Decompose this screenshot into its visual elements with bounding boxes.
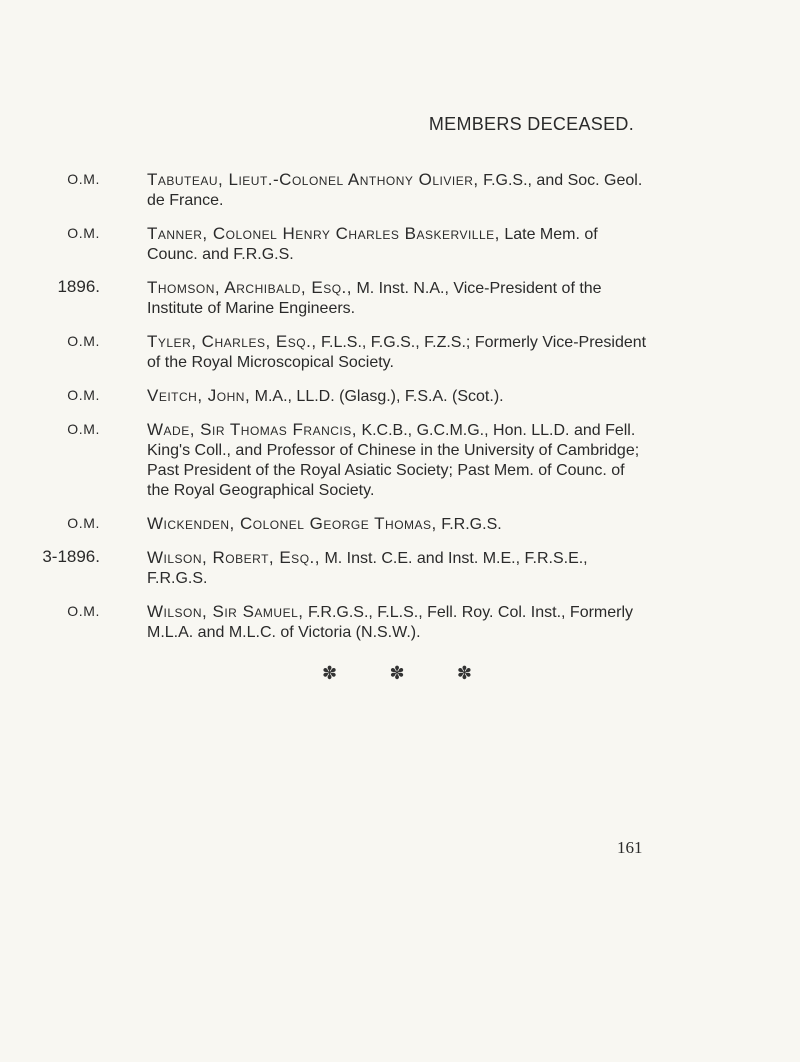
- entry-text: F.R.G.S.: [441, 516, 502, 533]
- member-entry: [0, 386, 800, 407]
- entry-status: O.M.: [67, 603, 100, 619]
- member-entry: [0, 332, 800, 373]
- member-entry: [0, 602, 800, 643]
- entry-text: Late Mem. of Counc. and F.R.G.S.: [147, 226, 598, 263]
- entry-status: O.M.: [67, 171, 100, 187]
- entry-status: O.M.: [67, 387, 100, 403]
- entry-status: 1896.: [57, 277, 100, 296]
- member-entry: [0, 170, 800, 211]
- entry-body: [147, 420, 647, 501]
- entry-body: [147, 224, 647, 265]
- member-entry: [0, 548, 800, 589]
- entry-status: O.M.: [67, 225, 100, 241]
- page-header: MEMBERS DECEASED.: [428, 114, 634, 134]
- entry-text: K.C.B., G.C.M.G., Hon. LL.D. and Fell. King's Coll., and Professor of Chinese in the University of Cambridge; Past President of the Royal Asiatic Society; Past Mem. of Counc. of the Royal Geographical Society.: [147, 422, 640, 499]
- entry-name: Veitch, John,: [147, 386, 251, 405]
- entry-body: [147, 514, 647, 535]
- entry-text: M.A., LL.D. (Glasg.), F.S.A. (Scot.).: [254, 388, 504, 405]
- entry-text: M. Inst. N.A., Vice-President of the Institute of Marine Engineers.: [147, 280, 602, 317]
- entry-name: Thomson, Archibald, Esq.,: [147, 278, 352, 297]
- entry-status: O.M.: [67, 421, 100, 437]
- asterism-icon: ✽: [389, 663, 405, 683]
- member-entry: [0, 514, 800, 535]
- entry-body: [147, 602, 647, 643]
- entry-body: [147, 332, 647, 373]
- member-entry: [0, 224, 800, 265]
- entry-body: [147, 386, 647, 407]
- asterism-icon: ✽: [322, 663, 338, 683]
- entry-name: Tabuteau, Lieut.-Colonel Anthony Olivier,: [147, 170, 479, 189]
- section-ornaments: [322, 663, 472, 684]
- entry-status: O.M.: [67, 333, 100, 349]
- entry-body: [147, 170, 647, 211]
- entry-name: Wilson, Sir Samuel,: [147, 602, 304, 621]
- entry-name: Wade, Sir Thomas Francis,: [147, 420, 357, 439]
- entry-text: M. Inst. C.E. and Inst. M.E., F.R.S.E., F.R.G.S.: [147, 550, 588, 587]
- member-list: [0, 170, 800, 656]
- entry-name: Tanner, Colonel Henry Charles Baskerville,: [147, 224, 500, 243]
- page-number: 161: [617, 838, 643, 857]
- entry-body: [147, 278, 647, 319]
- member-entry: [0, 420, 800, 501]
- entry-status: O.M.: [67, 515, 100, 531]
- entry-name: Tyler, Charles, Esq.,: [147, 332, 317, 351]
- entry-body: [147, 548, 647, 589]
- entry-name: Wilson, Robert, Esq.,: [147, 548, 320, 567]
- entry-name: Wickenden, Colonel George Thomas,: [147, 514, 437, 533]
- entry-text: F.R.G.S., F.L.S., Fell. Roy. Col. Inst., Formerly M.L.A. and M.L.C. of Victoria (N.S.W.).: [147, 604, 634, 641]
- entry-text: F.G.S., and Soc. Geol. de France.: [147, 172, 643, 209]
- entry-status: 3-1896.: [42, 547, 100, 566]
- asterism-icon: ✽: [456, 663, 472, 683]
- entry-text: F.L.S., F.G.S., F.Z.S.; Formerly Vice-President of the Royal Microscopical Society.: [147, 334, 647, 371]
- member-entry: [0, 278, 800, 319]
